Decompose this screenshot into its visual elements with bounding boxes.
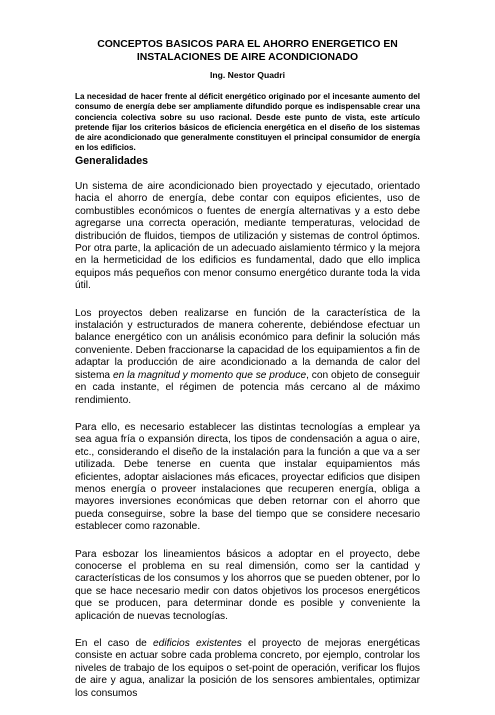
author-line: Ing. Nestor Quadri (210, 70, 285, 80)
body-text (75, 181, 420, 715)
paragraph-5-text-b: el proyecto de mejoras energéticas consiste en actuar sobre cada problema concreto, por ejemplo, controlar los niveles de trabajo de los equipos o set-point de operación, verificar los flujos de aire y agua, analizar la posición de los sensores ambientales, optimizar los consumos (75, 638, 420, 699)
paragraph-2-text-a: Los proyectos deben realizarse en función de la característica de la instalación y estructurados de manera coherente, debiéndose efectuar un balance energético con un análisis económico para definir la solución más conveniente. Deben fraccionarse la capacidad de los equipamientos a fin de adaptar la producción de aire acondicionado a la demanda de calor del sistema (75, 307, 420, 381)
paragraph-5-emphasis: edificios existentes (152, 638, 242, 649)
document-title: CONCEPTOS BASICOS PARA EL AHORRO ENERGETICO EN INSTALACIONES DE AIRE ACONDICIONADO (97, 39, 398, 63)
section-heading: Generalidades (75, 155, 149, 167)
paragraph-2-emphasis: en la magnitud y momento que se produce (112, 369, 307, 381)
paragraph-5 (75, 638, 420, 700)
paragraph-3: Para ello, es necesario establecer las distintas tecnologías a emplear ya sea agua fría o expansión directa, los tipos de condensación a agua o aire, etc., considerando el diseño de la instalación para la función a que va a ser utilizada. Debe tenerse en cuenta que instalar equipamientos más eficientes, adoptar aislaciones más eficaces, proyectar edificios que disipen menos energía o proveer instalaciones que recuperen energía, obliga a mayores inversiones económicas que deben retornar con el ahorro que pueda conseguirse, sobre la base del tiempo que se considere necesario establecer como razonable. (75, 421, 420, 533)
paragraph-1: Un sistema de aire acondicionado bien proyectado y ejecutado, orientado hacia el ahorro de energía, debe contar con equipos eficientes, uso de combustibles económicos o fuentes de energía alternativas y a esto debe agregarse una correcta operación, mediante temperaturas, velocidad de distribución de fluidos, tiempos de utilización y sistemas de control óptimos. Por otra parte, la aplicación de un adecuado aislamiento térmico y la mejora en la hermeticidad de los edificios es fundamental, dado que ello implica equipos más pequeños con menor consumo energético durante toda la vida útil. (75, 181, 420, 292)
paragraph-5-text-a: En el caso de (75, 638, 153, 649)
paragraph-2 (75, 308, 420, 407)
paragraph-4: Para esbozar los lineamientos básicos a adoptar en el proyecto, debe conocerse el problema en su real dimensión, como ser la cantidad y características de los consumos y los ahorros que se pueden obtener, por lo que se hace necesario medir con datos objetivos los procesos energéticos que se producen, para determinar donde es posible y conveniente la aplicación de nuevas tecnologías. (75, 548, 420, 622)
paragraph-2-text-b: , con objeto de conseguir en cada instante, el régimen de potencia más cercano al de máximo rendimiento. (75, 369, 420, 406)
abstract-paragraph: La necesidad de hacer frente al déficit energético originado por el incesante aumento del consumo de energía debe ser ampliamente difundido porque es indispensable crear una conciencia colectiva sobre su uso racional. Desde este punto de vista, este artículo pretende fijar los criterios básicos de eficiencia energética en el diseño de los sistemas de aire acondicionado que generalmente constituyen el principal consumidor de energía en los edificios. (75, 92, 420, 153)
